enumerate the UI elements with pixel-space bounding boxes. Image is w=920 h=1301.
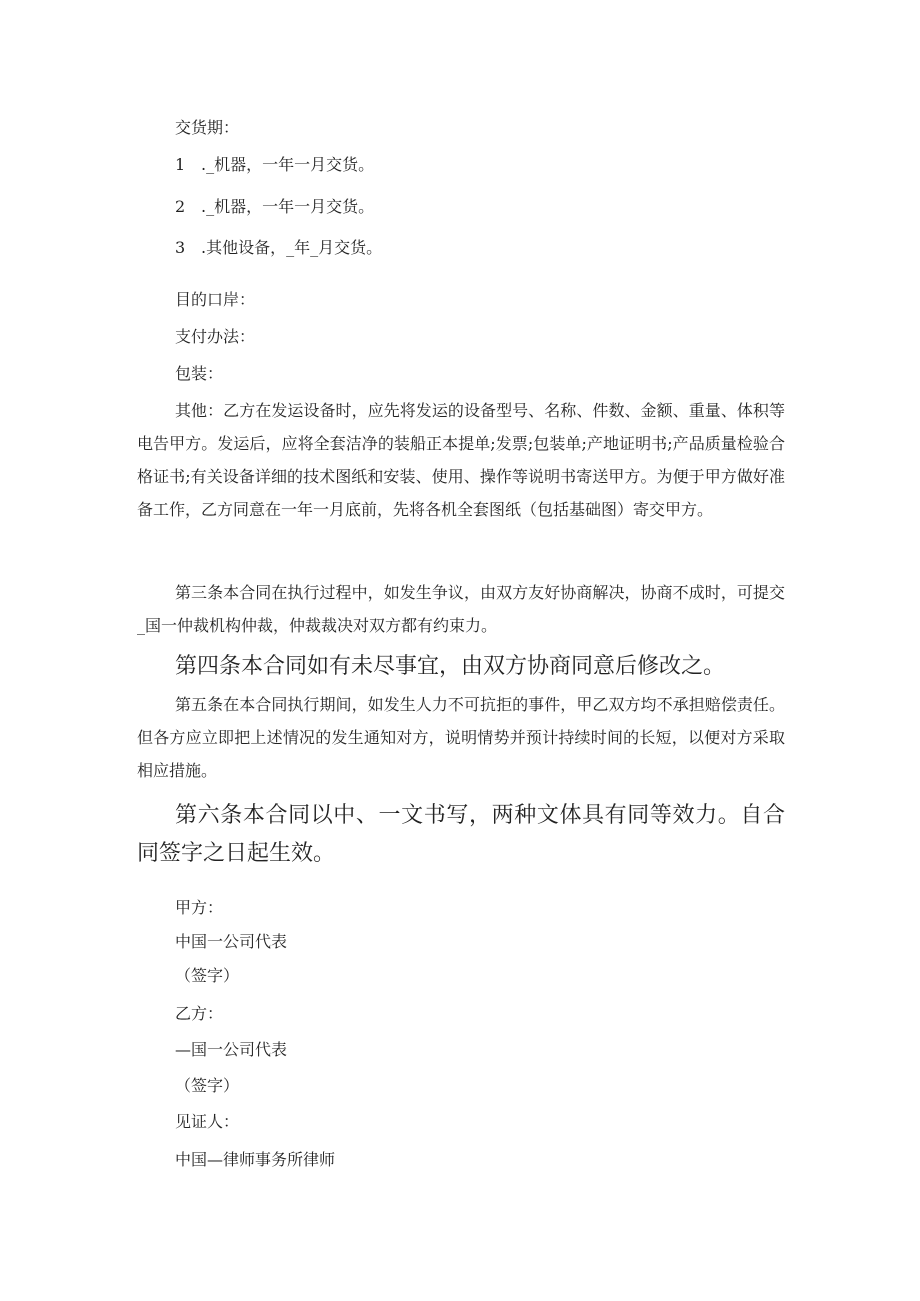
clause-other: 其他：乙方在发运设备时，应先将发运的设备型号、名称、件数、金额、重量、体积等电告甲方。发运后，应将全套洁净的装船正本提单;发票;包装单;产地证明书;产品质量检验合格证书;有关设备详细的技术图纸和安装、使用、操作等说明书寄送甲方。为便于甲方做好准备工作，乙方同意在一年一月底前，先将各机全套图纸（包括基础图）寄交甲方。	[137, 401, 785, 519]
witness-label: 见证人：	[175, 1112, 240, 1131]
delivery-item-2-text: ._机器，一年一月交货。	[201, 197, 375, 216]
party-a-signature: （签字）	[175, 966, 240, 985]
delivery-item-1-text: ._机器，一年一月交货。	[201, 155, 375, 174]
delivery-item-3-text: .其他设备，_年_月交货。	[201, 238, 383, 257]
delivery-item-3-number: 3	[175, 238, 186, 257]
party-b-signature: （签字）	[175, 1076, 240, 1095]
destination-port-label: 目的口岸：	[175, 290, 256, 309]
party-b-label: 乙方：	[175, 1004, 224, 1023]
article-5: 第五条在本合同执行期间，如发生人力不可抗拒的事件，甲乙双方均不承担赔偿责任。但各方应立即把上述情况的发生通知对方，说明情势并预计持续时间的长短，以便对方采取相应措施。	[137, 695, 785, 780]
witness-name: 中国—律师事务所律师	[175, 1150, 336, 1169]
party-b-representative: —国一公司代表	[175, 1040, 288, 1059]
delivery-item-3	[175, 238, 382, 258]
party-a-representative: 中国一公司代表	[175, 932, 288, 951]
delivery-item-2-number: 2	[175, 197, 186, 216]
article-3: 第三条本合同在执行过程中，如发生争议，由双方友好协商解决，协商不成时，可提交_国一仲裁机构仲裁，仲裁裁决对双方都有约束力。	[137, 583, 785, 635]
article-6: 第六条本合同以中、一文书写，两种文体具有同等效力。自合同签字之日起生效。	[137, 803, 785, 866]
packing-label: 包装：	[175, 364, 224, 383]
delivery-item-1	[175, 155, 374, 175]
delivery-item-2	[175, 197, 374, 217]
party-a-label: 甲方：	[175, 898, 224, 917]
delivery-heading: 交货期：	[175, 118, 240, 137]
article-4: 第四条本合同如有未尽事宜，由双方协商同意后修改之。	[175, 654, 726, 679]
payment-method-label: 支付办法：	[175, 327, 256, 346]
delivery-item-1-number: 1	[175, 155, 186, 174]
